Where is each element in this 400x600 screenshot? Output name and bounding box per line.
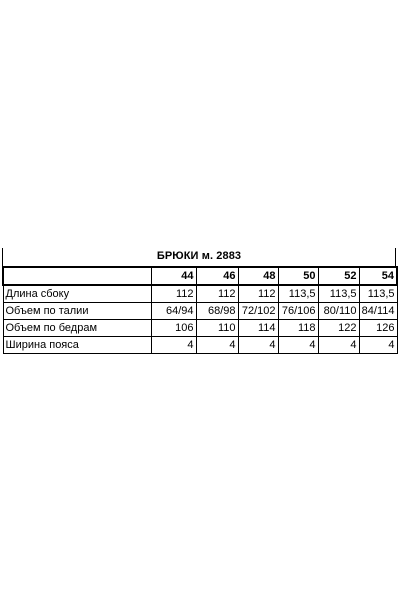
size-header-cell: 50 — [278, 267, 318, 285]
size-header-cell: 52 — [318, 267, 359, 285]
table-cell: 4 — [196, 337, 238, 354]
size-header-cell: 48 — [238, 267, 278, 285]
size-header-row — [3, 267, 397, 285]
size-chart — [2, 248, 396, 354]
row-label: Объем по бедрам — [3, 320, 151, 337]
table-cell: 80/110 — [318, 303, 359, 320]
table-cell: 122 — [318, 320, 359, 337]
header-label-cell — [3, 267, 151, 285]
table-cell: 76/106 — [278, 303, 318, 320]
table-row — [3, 337, 397, 354]
document-title: БРЮКИ м. 2883 — [156, 250, 242, 262]
row-label: Ширина пояса — [3, 337, 151, 354]
table-cell: 113,5 — [359, 285, 397, 303]
table-cell: 84/114 — [359, 303, 397, 320]
table-cell: 4 — [238, 337, 278, 354]
size-table — [2, 266, 398, 354]
size-header-cell: 46 — [196, 267, 238, 285]
table-cell: 112 — [151, 285, 196, 303]
row-label: Длина сбоку — [3, 285, 151, 303]
table-cell: 68/98 — [196, 303, 238, 320]
table-cell: 72/102 — [238, 303, 278, 320]
table-cell: 110 — [196, 320, 238, 337]
table-cell: 112 — [196, 285, 238, 303]
table-cell: 4 — [359, 337, 397, 354]
size-header-cell: 54 — [359, 267, 397, 285]
table-cell: 114 — [238, 320, 278, 337]
table-cell: 4 — [318, 337, 359, 354]
table-cell: 113,5 — [318, 285, 359, 303]
table-cell: 4 — [278, 337, 318, 354]
table-row — [3, 320, 397, 337]
table-row — [3, 285, 397, 303]
row-label: Объем по талии — [3, 303, 151, 320]
table-cell: 64/94 — [151, 303, 196, 320]
title-row — [2, 248, 396, 266]
table-cell: 113,5 — [278, 285, 318, 303]
table-cell: 112 — [238, 285, 278, 303]
size-header-cell: 44 — [151, 267, 196, 285]
table-row — [3, 303, 397, 320]
table-cell: 4 — [151, 337, 196, 354]
table-cell: 126 — [359, 320, 397, 337]
table-cell: 118 — [278, 320, 318, 337]
table-cell: 106 — [151, 320, 196, 337]
